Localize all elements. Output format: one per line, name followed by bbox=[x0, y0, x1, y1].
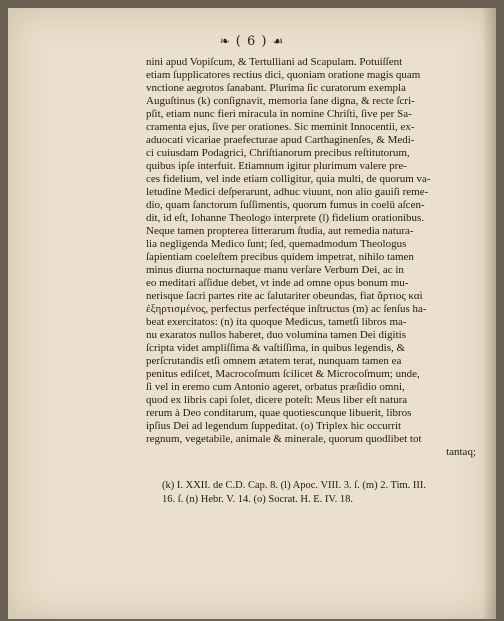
ornament-right: ☙ bbox=[272, 34, 285, 48]
text-line: penitus ediſcet, Macrocoſmum ſcilicet & Microcoſmum; unde, bbox=[146, 368, 420, 380]
body-text bbox=[146, 56, 476, 459]
text-line: nerisque ſacri partes rite ac ſalutariter obeundas, fiat ἄρτιος καὶ bbox=[146, 290, 423, 302]
footnotes bbox=[162, 479, 482, 507]
page-header bbox=[8, 34, 496, 49]
text-line: dit, id eſt, Iohanne Theologo interprete (l) fidelium orationibus. bbox=[146, 212, 425, 224]
text-line: quibus ipſe interfuit. Etiamnum igitur plurimum valere pre- bbox=[146, 160, 407, 172]
text-line: quod ex libris capi ſolet, dicere poteſt: Meus liber eſt natura bbox=[146, 394, 408, 406]
text-line: rerum à Deo conditarum, quae quotiescunque libuerit, libros bbox=[146, 407, 412, 419]
text-line: etiam ſupplicatores rectius dici, quoniam oratione magis quam bbox=[146, 69, 421, 81]
text-line: beat exercitatos: (n) ita quoque Medicus, tametſi libros ma- bbox=[146, 316, 407, 328]
text-line: minus diurna nocturnaque manu verſare Verbum Dei, ac in bbox=[146, 264, 404, 276]
text-line: ipſius Dei ad legendum ſuppeditat. (o) Triplex hic occurrit bbox=[146, 420, 402, 432]
footnote-line: (k) I. XXII. de C.D. Cap. 8. (l) Apoc. VIII. 3. ſ. (m) 2. Tim. III. bbox=[162, 480, 427, 491]
page-number: ( 6 ) bbox=[235, 34, 268, 49]
text-line: ἐξηρτισμένος, perfectus perfectéque inſtructus (m) ac ſenſus ha- bbox=[146, 303, 427, 315]
text-line: ſcripta videt ampliſſima & vaſtiſſima, in quibus legendis, & bbox=[146, 342, 406, 354]
text-line: Auguſtinus (k) conſignavit, memoria ſane digna, & recte ſcri- bbox=[146, 95, 415, 107]
text-line: regnum, vegetabile, animale & minerale, quorum quodlibet tot bbox=[146, 433, 422, 445]
text-line: vnctione aegrotos ſanabant. Plurima ſic curatorum exempla bbox=[146, 82, 406, 94]
text-line: aduocati vicariae praefecturae apud Carthaginenſes, & Medi- bbox=[146, 134, 415, 146]
text-line: ſi vel in eremo cum Antonio ageret, orbatus præſidio omni, bbox=[146, 381, 405, 393]
book-page bbox=[8, 8, 496, 619]
text-line: perſcrutandis etſi omnem ætatem terat, nunquam tamen ea bbox=[146, 355, 402, 367]
text-line: ſapientiam coeleſtem precibus quidem impetrat, nihilo tamen bbox=[146, 251, 414, 263]
footnote-line: 16. ſ. (n) Hebr. V. 14. (o) Socrat. H. E. IV. 18. bbox=[162, 494, 354, 505]
page-edge-shadow bbox=[482, 8, 496, 619]
text-line: letudine Medici deſperarunt, adhuc viuunt, non alio gauiſi reme- bbox=[146, 186, 429, 198]
text-line: nini apud Vopiſcum, & Tertulliani ad Scapulam. Potuiſſent bbox=[146, 56, 403, 68]
text-line: pſit, etiam nunc fieri miracula in nomine Chriſti, ſive per Sa- bbox=[146, 108, 412, 120]
catchword: tantaq; bbox=[446, 446, 476, 458]
text-line: dio, quam ſanctorum ſuſſimentis, quorum fumus in coelū aſcen- bbox=[146, 199, 425, 211]
text-line: cramenta ejus, ſive per orationes. Sic meminit Innocentii, ex- bbox=[146, 121, 415, 133]
text-line: ces fidelium, vel inde etiam colligitur, quia multi, de quorum va- bbox=[146, 173, 431, 185]
text-line: Neque tamen propterea litterarum ſtudia, aut remedia natura- bbox=[146, 225, 414, 237]
text-line: nu exaratos nullos haberet, duo volumina tamen Dei digitis bbox=[146, 329, 406, 341]
ornament-left: ❧ bbox=[219, 34, 231, 48]
text-line: ci cuiusdam Podagrici, Chriſtianorum precibus reſtitutorum, bbox=[146, 147, 410, 159]
text-line: eo meditari aſſidue debet, vt inde ad omne opus bonum mu- bbox=[146, 277, 409, 289]
text-line: lia negligenda Medico ſunt; ſed, quemadmodum Theologus bbox=[146, 238, 407, 250]
